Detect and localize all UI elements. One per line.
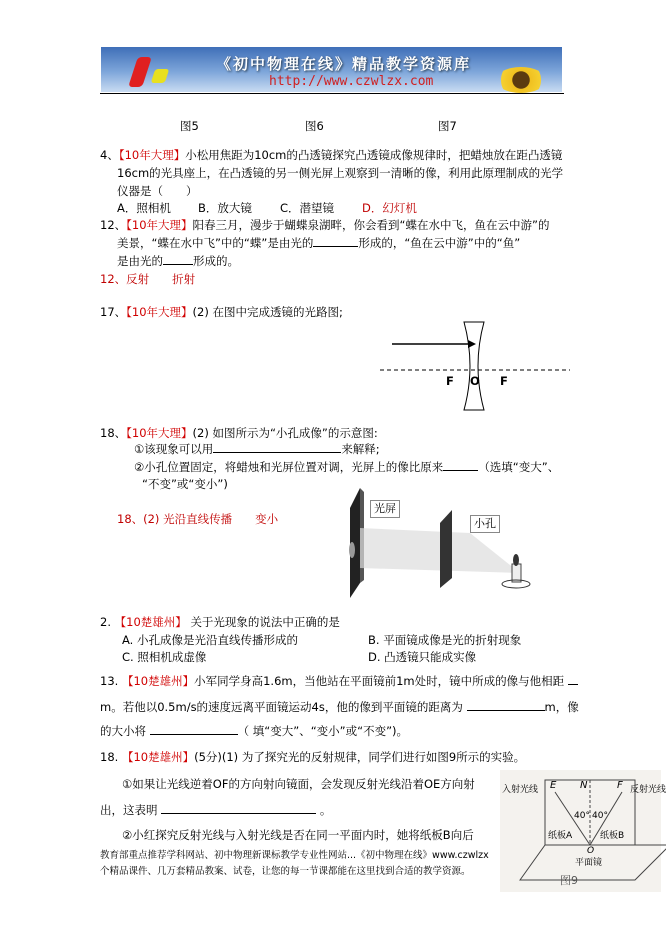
- q17-text: 17、【10年大理】(2) 在图中完成透镜的光路图;: [100, 305, 343, 319]
- label-e: E: [550, 780, 557, 791]
- focal-point-left: F: [446, 374, 454, 388]
- q12-line3: 是由光的 形成的。: [117, 254, 239, 268]
- q13-line2: m。若他以0.5m/s的速度远离平面镜运动4s，他的像到平面镜的距离为 m，像: [100, 700, 579, 714]
- focal-point-right: F: [500, 374, 508, 388]
- q18b-part1-cont: 出，这表明 。: [100, 803, 332, 817]
- q4-option-d: D．幻灯机: [362, 201, 417, 215]
- q4-line1: 4、【10年大理】小松用焦距为10cm的凸透镜探究凸透镜成像规律时，把蜡烛放在距凸透镜: [100, 148, 563, 162]
- q4-option-c: C．潜望镜: [280, 201, 335, 215]
- q2-option-b: B. 平面镜成像是光的折射现象: [368, 633, 522, 647]
- header-divider: [100, 93, 564, 94]
- board-a-label: 纸板A: [548, 831, 573, 841]
- header-banner: [101, 47, 562, 92]
- q18a-part2: ②小孔位置固定，将蜡烛和光屏位置对调，光屏上的像比原来 （选填“变大”、: [134, 460, 560, 474]
- optical-center: O: [470, 374, 480, 388]
- q2-option-c: C. 照相机成虚像: [122, 650, 207, 664]
- logo-icon-secondary: [151, 69, 170, 83]
- pinhole-label: 小孔: [470, 515, 500, 533]
- label-o: O: [587, 846, 595, 856]
- lens-diagram: [380, 318, 570, 413]
- label-n: N: [580, 780, 588, 791]
- label-f: F: [617, 780, 623, 791]
- fig9-caption: 图9: [560, 874, 578, 887]
- q12-line1: 12、【10年大理】阳春三月，漫步于蝴蝶泉湖畔，你会看到“蝶在水中飞，鱼在云中游”的: [100, 218, 550, 232]
- board-b-label: 纸板B: [600, 831, 625, 841]
- q12-line2: 美景，“蝶在水中飞”中的“蝶”是由光的 形成的，“鱼在云中游”中的“鱼”: [117, 236, 521, 250]
- screen-label: 光屏: [370, 500, 400, 518]
- q18a-part1: ①该现象可以用 来解释;: [134, 442, 380, 456]
- fig5-caption: 图5: [180, 119, 199, 133]
- footer-line2: 个精品课件、几万套精品教案、试卷，让您的每一节课都能在这里找到合适的教学资源。: [100, 866, 471, 877]
- mirror-label: 平面镜: [575, 858, 603, 868]
- angle-reflection: 40°: [592, 811, 608, 821]
- figure-9: [500, 770, 666, 892]
- banner-title: 《初中物理在线》精品教学资源库: [216, 55, 472, 73]
- q2-option-a: A. 小孔成像是光沿直线传播形成的: [122, 633, 298, 647]
- sunflower-image: [496, 67, 546, 93]
- q18a-text: 18、【10年大理】(2) 如图所示为“小孔成像”的示意图:: [100, 426, 378, 440]
- q13-line1: 13. 【10楚雄州】小军同学身高1.6m，当他站在平面镜前1m处时，镜中所成的像与他相距: [100, 673, 578, 689]
- q13-line3: 的大小将 （ 填“变大”、“变小”或“不变”)。: [100, 724, 409, 738]
- q4-line2: 16cm的光具座上，在凸透镜的另一侧光屏上观察到一清晰的像，利用此原理制成的光学: [117, 166, 564, 180]
- incident-ray-label: 入射光线: [502, 785, 539, 795]
- q4-option-a: A．照相机: [117, 201, 171, 215]
- q2-option-d: D. 凸透镜只能成实像: [368, 650, 477, 664]
- banner-url[interactable]: http://www.czwlzx.com: [269, 74, 434, 89]
- footer-line1: 教育部重点推荐学科网站、初中物理新课标教学专业性网站...《初中物理在线》www.czwlzx: [100, 850, 489, 861]
- q12-answer: 12、反射 折射: [100, 272, 196, 286]
- q2-text: 2. 【10楚雄州】 关于光现象的说法中正确的是: [100, 615, 340, 629]
- angle-incidence: 40°: [574, 811, 590, 821]
- reflected-ray-label: 反射光线: [630, 785, 666, 795]
- q18a-answer: 18、(2) 光沿直线传播 变小: [117, 512, 279, 526]
- logo-icon: [128, 57, 152, 87]
- q18b-part1: ①如果让光线逆着OF的方向射向镜面，会发现反射光线沿着OE方向射: [122, 777, 475, 791]
- q18a-part2-cont: “不变”或“变小”): [142, 477, 228, 491]
- q18b-text: 18. 【10楚雄州】(5分)(1) 为了探究光的反射规律，同学们进行如图9所示的实验。: [100, 750, 526, 764]
- q18b-part2: ②小红探究反射光线与入射光线是否在同一平面内时，她将纸板B向后: [122, 828, 474, 842]
- fig7-caption: 图7: [438, 119, 457, 133]
- fig6-caption: 图6: [305, 119, 324, 133]
- q4-line3: 仪器是（ ）: [117, 184, 198, 198]
- pinhole-diagram: [330, 488, 540, 598]
- q4-option-b: B．放大镜: [198, 201, 252, 215]
